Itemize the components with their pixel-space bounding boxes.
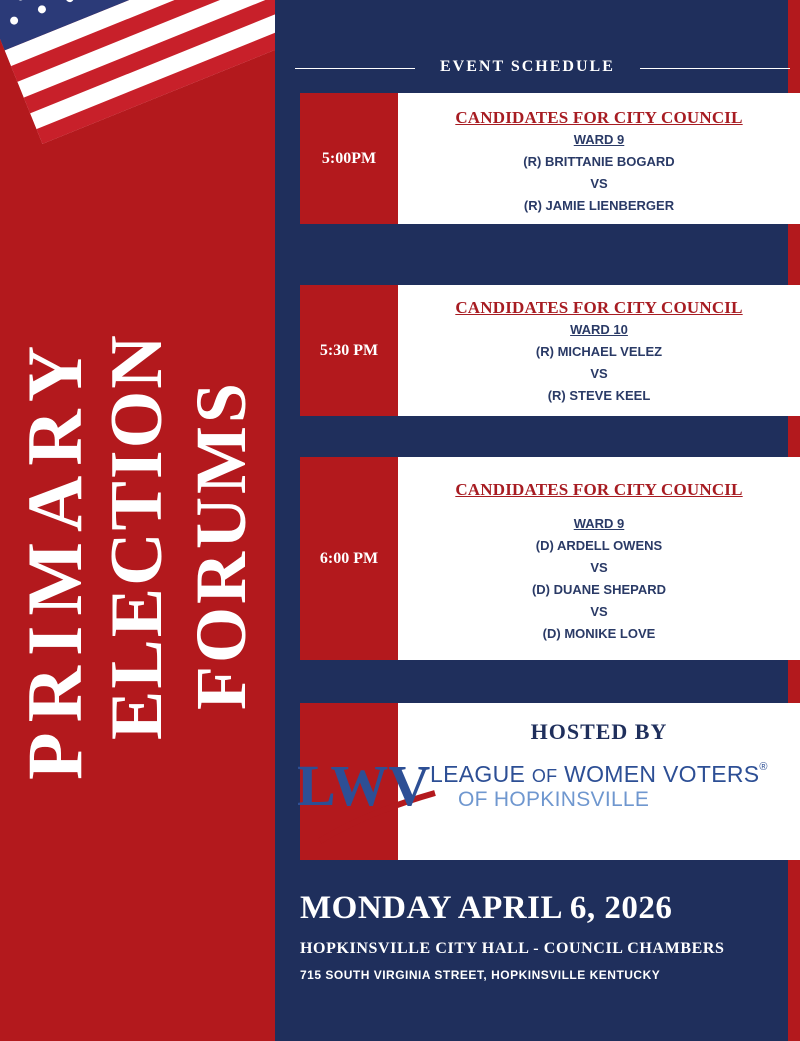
header-divider-left [295,68,415,69]
candidate: (D) ARDELL OWENS [535,538,663,553]
hosted-by-card [297,703,800,860]
candidate: (D) DUANE SHEPARD [531,582,667,597]
candidate: (D) MONIKE LOVE [542,626,656,641]
versus-label: VS [590,604,608,619]
event-card [300,93,800,224]
hosted-by-title: HOSTED BY [530,719,668,744]
event-schedule-header [285,56,795,80]
event-schedule-title: EVENT SCHEDULE [440,58,615,75]
event-date: MONDAY APRIL 6, 2026 [300,890,673,926]
registered-mark: ® [759,761,768,773]
event-time: 5:00PM [300,93,398,224]
event-info [398,457,800,660]
lwv-logo-text: LWV [297,753,431,818]
poster-title-line-2: ELECTION [96,333,178,740]
org-name-of: OF [531,766,558,786]
candidate: (R) MICHAEL VELEZ [535,344,663,359]
versus-label: VS [590,366,608,381]
org-name-part2: WOMEN VOTERS [557,761,760,787]
event-heading: CANDIDATES FOR CITY COUNCIL [455,108,743,127]
event-info [398,285,800,416]
event-ward: WARD 9 [573,132,625,147]
versus-label: VS [590,560,608,575]
event-ward: WARD 10 [570,322,628,337]
organization-name [430,761,768,788]
event-info [398,93,800,224]
event-venue: HOPKINSVILLE CITY HALL - COUNCIL CHAMBERS [300,940,725,957]
event-time: 5:30 PM [300,285,398,416]
versus-label: VS [590,176,608,191]
event-ward: WARD 9 [573,516,625,531]
left-panel [0,0,275,1041]
candidate: (R) BRITTANIE BOGARD [523,154,675,169]
lwv-logo-icon [295,753,445,853]
event-card [300,457,800,660]
candidate: (R) JAMIE LIENBERGER [523,198,675,213]
event-heading: CANDIDATES FOR CITY COUNCIL [455,298,743,317]
poster-title-line-3: FORUMS [181,380,261,710]
event-card [300,285,800,416]
event-time: 6:00 PM [300,457,398,660]
org-name-part1: LEAGUE [430,761,532,787]
event-address: 715 SOUTH VIRGINIA STREET, HOPKINSVILLE KENTUCKY [300,968,661,982]
event-heading: CANDIDATES FOR CITY COUNCIL [455,480,743,499]
candidate: (R) STEVE KEEL [547,388,651,403]
poster-title-line-1: PRIMARY [11,335,98,780]
organization-chapter: OF HOPKINSVILLE [458,788,650,811]
header-divider-right [640,68,790,69]
poster-title [0,0,275,1041]
